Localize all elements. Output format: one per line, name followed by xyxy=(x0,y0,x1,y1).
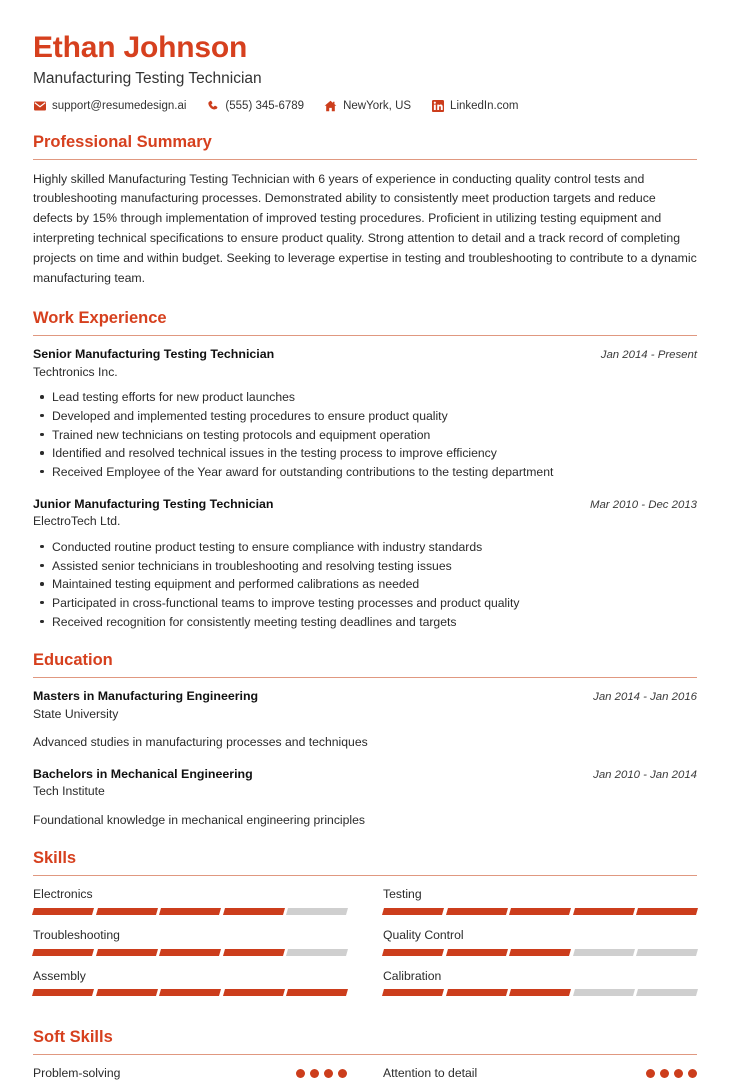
skill-level-bar xyxy=(33,908,347,915)
contact-linkedin-text: LinkedIn.com xyxy=(450,100,519,113)
skill-bar-segment xyxy=(446,949,508,956)
experience-date: Jan 2014 - Present xyxy=(600,348,697,361)
list-item: Received recognition for consistently meeting testing deadlines and targets xyxy=(33,613,697,632)
section-title-soft-skills: Soft Skills xyxy=(33,1028,113,1047)
experience-company: ElectroTech Ltd. xyxy=(33,514,121,529)
experience-role: Senior Manufacturing Testing Technician xyxy=(33,346,275,361)
skill-bar-segment xyxy=(573,989,635,996)
experience-bullets xyxy=(33,538,697,631)
skill-bar-segment xyxy=(382,989,444,996)
skill-bar-segment xyxy=(509,949,571,956)
skill-bar-segment xyxy=(159,989,221,996)
skill-level-bar xyxy=(33,949,347,956)
skill-bar-segment xyxy=(286,908,348,915)
skill-bar-segment xyxy=(32,908,94,915)
contact-location-text: NewYork, US xyxy=(343,100,412,113)
list-item: Assisted senior technicians in troubleshooting and resolving testing issues xyxy=(33,557,697,576)
contact-row xyxy=(33,100,697,113)
rating-dot xyxy=(688,1069,697,1078)
envelope-icon xyxy=(33,100,46,113)
soft-skill-label: Attention to detail xyxy=(383,1066,478,1081)
section-soft-skills xyxy=(33,1028,697,1082)
home-icon xyxy=(324,100,337,113)
skill-item xyxy=(383,927,697,968)
soft-skill-item xyxy=(33,1065,347,1083)
skill-level-bar xyxy=(383,908,697,915)
contact-location[interactable] xyxy=(324,100,411,113)
skill-item xyxy=(383,968,697,1009)
section-title-skills: Skills xyxy=(33,849,77,868)
skill-bar-segment xyxy=(32,989,94,996)
skill-label: Testing xyxy=(383,887,422,902)
skill-label: Electronics xyxy=(33,887,93,902)
skill-item xyxy=(33,886,347,927)
skill-level-bar xyxy=(33,989,347,996)
education-entry xyxy=(33,688,697,752)
skill-bar-segment xyxy=(446,908,508,915)
section-title-education: Education xyxy=(33,651,113,670)
skill-bar-segment xyxy=(96,989,158,996)
skill-label: Troubleshooting xyxy=(33,927,120,942)
soft-skill-item xyxy=(383,1065,697,1083)
section-divider xyxy=(33,335,697,336)
list-item: Participated in cross-functional teams to improve testing processes and product quality xyxy=(33,594,697,613)
experience-entry xyxy=(33,496,697,632)
skill-label: Assembly xyxy=(33,968,86,983)
list-item: Lead testing efforts for new product launches xyxy=(33,388,697,407)
skill-label: Calibration xyxy=(383,968,442,983)
summary-text: Highly skilled Manufacturing Testing Technician with 6 years of experience in conducting quality control tests and troubleshooting manufacturing processes. Demonstrated ability to consistently meet production targets and reduce defects by 15% through implementation of improved testing procedures. Proficient in utilizing testing equipment and interpreting technical specifications to ensure product quality. Strong attention to detail and a track record of completing projects on time and within budget. Seeking to leverage expertise in testing and troubleshooting to contribute to a dynamic manufacturing team. xyxy=(33,171,697,286)
section-title-summary: Professional Summary xyxy=(33,132,212,151)
list-item: Received Employee of the Year award for outstanding contributions to the testing department xyxy=(33,463,697,482)
rating-dot xyxy=(324,1069,333,1078)
skill-bar-segment xyxy=(573,908,635,915)
experience-bullets xyxy=(33,388,697,481)
soft-skill-rating-dots xyxy=(296,1069,347,1078)
rating-dot xyxy=(338,1069,347,1078)
experience-date: Mar 2010 - Dec 2013 xyxy=(589,498,697,511)
section-divider xyxy=(33,875,697,876)
experience-company: Techtronics Inc. xyxy=(33,364,118,379)
skill-item xyxy=(383,886,697,927)
rating-dot xyxy=(296,1069,305,1078)
skill-bar-segment xyxy=(636,989,698,996)
experience-entry xyxy=(33,346,697,482)
skill-bar-segment xyxy=(286,949,348,956)
skill-bar-segment xyxy=(286,989,348,996)
education-degree: Bachelors in Mechanical Engineering xyxy=(33,766,253,781)
skill-level-bar xyxy=(383,949,697,956)
job-title: Manufacturing Testing Technician xyxy=(33,70,262,88)
experience-list xyxy=(33,346,697,631)
section-work-experience xyxy=(33,309,697,631)
linkedin-icon xyxy=(431,100,444,113)
section-divider xyxy=(33,159,697,160)
education-entry-header xyxy=(33,766,697,783)
education-list xyxy=(33,688,697,829)
skill-bar-segment xyxy=(159,949,221,956)
education-description: Advanced studies in manufacturing processes and techniques xyxy=(33,735,368,750)
experience-entry-header xyxy=(33,346,697,363)
education-date: Jan 2014 - Jan 2016 xyxy=(593,691,697,703)
rating-dot xyxy=(674,1069,683,1078)
rating-dot xyxy=(310,1069,319,1078)
education-description: Foundational knowledge in mechanical engineering principles xyxy=(33,813,365,828)
education-entry xyxy=(33,766,697,830)
list-item: Trained new technicians on testing protocols and equipment operation xyxy=(33,426,697,445)
section-skills xyxy=(33,849,697,1008)
skill-bar-segment xyxy=(32,949,94,956)
skills-grid xyxy=(33,886,697,1008)
skill-bar-segment xyxy=(509,989,571,996)
skill-bar-segment xyxy=(96,949,158,956)
education-date: Jan 2010 - Jan 2014 xyxy=(593,768,697,781)
skill-bar-segment xyxy=(636,949,698,956)
education-school: State University xyxy=(33,706,119,721)
skill-bar-segment xyxy=(223,908,285,915)
soft-skill-rating-dots xyxy=(646,1069,697,1078)
skill-level-bar xyxy=(383,989,697,996)
skill-bar-segment xyxy=(96,908,158,915)
soft-skill-label: Problem-solving xyxy=(33,1066,121,1081)
list-item: Maintained testing equipment and performed calibrations as needed xyxy=(33,575,697,594)
education-entry-header xyxy=(33,688,697,705)
page-title: Ethan Johnson xyxy=(33,31,248,64)
phone-icon xyxy=(206,100,219,113)
section-divider xyxy=(33,677,697,678)
contact-email-text: support@resumedesign.ai xyxy=(52,100,187,113)
experience-role: Junior Manufacturing Testing Technician xyxy=(33,496,274,511)
rating-dot xyxy=(646,1069,655,1078)
education-degree: Masters in Manufacturing Engineering xyxy=(33,689,259,703)
list-item: Developed and implemented testing procedures to ensure product quality xyxy=(33,407,697,426)
skill-item xyxy=(33,927,347,968)
section-professional-summary xyxy=(33,133,697,289)
skill-bar-segment xyxy=(223,949,285,956)
education-school: Tech Institute xyxy=(33,784,105,799)
contact-linkedin[interactable] xyxy=(431,100,518,113)
experience-entry-header xyxy=(33,496,697,513)
contact-phone-text: (555) 345-6789 xyxy=(225,100,305,113)
skill-bar-segment xyxy=(159,908,221,915)
contact-phone[interactable] xyxy=(206,100,304,113)
section-title-experience: Work Experience xyxy=(33,309,167,327)
list-item: Identified and resolved technical issues in the testing process to improve efficiency xyxy=(33,444,697,463)
skill-bar-segment xyxy=(509,908,571,915)
skill-bar-segment xyxy=(223,989,285,996)
skill-item xyxy=(33,968,347,1009)
skill-bar-segment xyxy=(446,989,508,996)
skill-bar-segment xyxy=(636,908,698,915)
skill-label: Quality Control xyxy=(383,927,464,942)
list-item: Conducted routine product testing to ensure compliance with industry standards xyxy=(33,538,697,557)
contact-email[interactable] xyxy=(33,100,186,113)
resume-header xyxy=(33,0,697,113)
soft-skills-grid xyxy=(33,1065,697,1083)
skill-bar-segment xyxy=(573,949,635,956)
skill-bar-segment xyxy=(382,908,444,915)
section-divider xyxy=(33,1054,697,1055)
skill-bar-segment xyxy=(382,949,444,956)
rating-dot xyxy=(660,1069,669,1078)
section-education xyxy=(33,651,697,829)
